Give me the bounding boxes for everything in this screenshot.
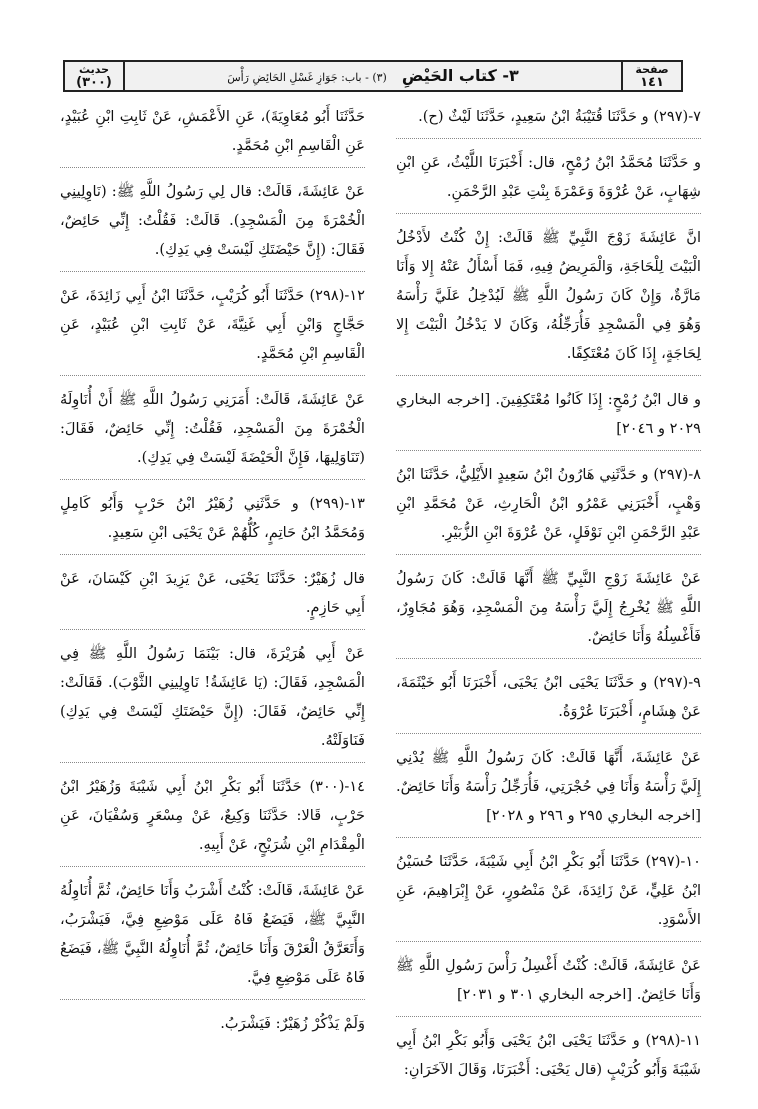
paragraph: ١٤-(٣٠٠) حَدَّثَنَا أَبُو بَكْرِ ابْنُ أَبِي شَيْبَةَ وَزُهَيْرُ ابْنُ حَرْبٍ، قَالا: حَدَّثَنَا وَكِيعٌ، عَنْ مِسْعَرٍ وَسُفْيَانَ، عَنِ الْمِقْدَامِ ابْنِ شُرَيْحٍ، عَنْ أَبِيهِ. (60, 772, 365, 867)
paragraph: قال زُهَيْرٌ: حَدَّثَنَا يَحْيَى، عَنْ يَزِيدَ ابْنِ كَيْسَانَ، عَنْ أَبِي حَازِمٍ. (60, 564, 365, 630)
paragraph: وَلَمْ يَذْكُرْ زُهَيْرٌ: فَيَشْرَبُ. (220, 1015, 365, 1032)
paragraph: عَنْ أَبِي هُرَيْرَةَ، قال: بَيْنَمَا رَسُولُ اللَّهِ ﷺ فِي الْمَسْجِدِ، فَقَالَ: (يَا عَائِشَةُ! نَاوِلِينِي الثَّوْبَ). فَقَالَتْ: إِنِّي حَائِضٌ، فَقَالَ: (إِنَّ حَيْضَتَكِ لَيْسَتْ فِي يَدِكِ) فَنَاوَلَتْهُ. (60, 639, 365, 763)
paragraph: عَنْ عَائِشَةَ، قَالَتْ: قال لِي رَسُولُ اللَّهِ ﷺ: (نَاوِلِينِي الْخُمْرَةَ مِنَ الْمَسْجِدِ). قَالَتْ: فَقُلْتُ: إِنِّي حَائِضٌ، فَقَالَ: (إِنَّ حَيْضَتَكِ لَيْسَتْ فِي يَدِكِ). (60, 177, 365, 272)
paragraph: عَنْ عَائِشَةَ، قَالَتْ: أَمَرَنِي رَسُولُ اللَّهِ ﷺ أَنْ أُنَاوِلَهُ الْخُمْرَةَ مِنَ الْمَسْجِدِ، فَقُلْتُ: إِنِّي حَائِضٌ، فَقَالَ: (تَنَاوَلِيهَا، فَإِنَّ الْحَيْضَةَ لَيْسَتْ فِي يَدِكِ). (60, 385, 365, 480)
paragraph: ١٠-(٢٩٧) حَدَّثَنَا أَبُو بَكْرِ ابْنُ أَبِي شَيْبَةَ، حَدَّثَنَا حُسَيْنُ ابْنُ عَلِيٍّ، عَنْ زَائِدَةَ، عَنْ مَنْصُورٍ، عَنْ إِبْرَاهِيمَ، عَنِ الأَسْوَدِ. (396, 847, 701, 942)
running-title (125, 62, 621, 90)
paragraph: ٧-(٢٩٧) و حَدَّثَنَا قُتَيْبَةُ ابْنُ سَعِيدٍ، حَدَّثَنَا لَيْثٌ (ح). (396, 102, 701, 139)
hadith-number-box (65, 62, 125, 90)
page-label: صفحة (635, 63, 669, 76)
page-header (63, 60, 683, 92)
paragraph: و حَدَّثَنَا مُحَمَّدُ ابْنُ رُمْحٍ، قال: أَخْبَرَنَا اللَّيْثُ، عَنِ ابْنِ شِهَابٍ، عَنْ عُرْوَةَ وَعَمْرَةَ بِنْتِ عَبْدِ الرَّحْمَنِ. (396, 148, 701, 214)
paragraph: و قال ابْنُ رُمْحٍ: إِذَا كَانُوا مُعْتَكِفِينَ. [اخرجه البخاري ٢٠٢٩ و ٢٠٤٦] (396, 385, 701, 451)
paragraph: عَنْ عَائِشَةَ زَوْجِ النَّبِيِّ ﷺ أَنَّهَا قَالَتْ: كَانَ رَسُولُ اللَّهِ ﷺ يُخْرِجُ إِلَيَّ رَأْسَهُ مِنَ الْمَسْجِدِ، وَهُوَ مُجَاوِرٌ، فَأَغْسِلُهُ وَأَنَا حَائِضٌ. (396, 564, 701, 659)
chapter-title: (٣) - باب: جَوَازِ غَسْلِ الحَائِضِ رَأْسَ (227, 71, 387, 84)
paragraph: ١٣-(٢٩٩) و حَدَّثَنِي زُهَيْرُ ابْنُ حَرْبٍ وَأَبُو كَامِلٍ وَمُحَمَّدُ ابْنُ حَاتِمٍ، كُلُّهُمْ عَنْ يَحْيَى ابْنِ سَعِيدٍ. (60, 489, 365, 555)
paragraph: ١٢-(٢٩٨) حَدَّثَنَا أَبُو كُرَيْبٍ، حَدَّثَنَا ابْنُ أَبِي زَائِدَةَ، عَنْ حَجَّاجٍ وَابْنِ أَبِي غَنِيَّةَ، عَنْ ثَابِتِ ابْنِ عُبَيْدٍ، عَنِ الْقَاسِمِ ابْنِ مُحَمَّدٍ. (60, 281, 365, 376)
book-title: ٣- كتاب الحَيْضِ (401, 66, 519, 85)
paragraph: ٩-(٢٩٧) و حَدَّثَنَا يَحْيَى ابْنُ يَحْيَى، أَخْبَرَنَا أَبُو خَيْثَمَةَ، عَنْ هِشَامٍ، أَخْبَرَنَا عُرْوَةُ. (396, 668, 701, 734)
right-column (396, 102, 701, 1100)
paragraph: عَنْ عَائِشَةَ، قَالَتْ: كُنْتُ أَغْسِلُ رَأْسَ رَسُولِ اللَّهِ ﷺ وَأَنَا حَائِضٌ. [اخرجه البخاري ٣٠١ و ٢٠٣١] (396, 951, 701, 1017)
left-column (60, 102, 365, 1054)
hadith-label: حديث (78, 63, 110, 76)
page-number-box (621, 62, 681, 90)
paragraph: عَنْ عَائِشَةَ، قَالَتْ: كُنْتُ أَشْرَبُ وَأَنَا حَائِضٌ، ثُمَّ أُنَاوِلُهُ النَّبِيَّ ﷺ، فَيَضَعُ فَاهُ عَلَى مَوْضِعِ فِيَّ، فَيَشْرَبُ، وَأَتَعَرَّقُ الْعَرْقَ وَأَنَا حَائِضٌ، ثُمَّ أُنَاوِلُهُ النَّبِيَّ ﷺ، فَيَضَعُ فَاهُ عَلَى مَوْضِعِ فِيَّ. (60, 876, 365, 1000)
page-number: ١٤١ (640, 75, 664, 90)
paragraph: انَّ عَائِشَةَ زَوْجَ النَّبِيِّ ﷺ قَالَتْ: إِنْ كُنْتُ لأَدْخُلُ الْبَيْتَ لِلْحَاجَةِ، وَالْمَرِيضُ فِيهِ، فَمَا أَسْأَلُ عَنْهُ إِلا وَأَنَا مَارَّةٌ، وَإِنْ كَانَ رَسُولُ اللَّهِ ﷺ لَيُدْخِلُ عَلَيَّ رَأْسَهُ وَهُوَ فِي الْمَسْجِدِ فَأُرَجِّلُهُ، وَكَانَ لا يَدْخُلُ الْبَيْتَ إِلا لِحَاجَةٍ، إِذَا كَانَ مُعْتَكِفًا. (396, 223, 701, 376)
paragraph: عَنْ عَائِشَةَ، أَنَّهَا قَالَتْ: كَانَ رَسُولُ اللَّهِ ﷺ يُدْنِي إِلَيَّ رَأْسَهُ وَأَنَا فِي حُجْرَتِي، فَأُرَجِّلُ رَأْسَهُ وَأَنَا حَائِضٌ. [اخرجه البخاري ٢٩٥ و ٢٩٦ و ٢٠٢٨] (396, 743, 701, 838)
hadith-number: (٣٠٠) (76, 75, 112, 90)
paragraph: ١١-(٢٩٨) و حَدَّثَنَا يَحْيَى ابْنُ يَحْيَى وَأَبُو بَكْرِ ابْنُ أَبِي شَيْبَةَ وَأَبُو كُرَيْبٍ (قال يَحْيَى: أَخْبَرَنَا، وَقَالَ الآخَرَانِ: (396, 1032, 701, 1078)
paragraph: ٨-(٢٩٧) و حَدَّثَنِي هَارُونُ ابْنُ سَعِيدٍ الأَيْلِيُّ، حَدَّثَنَا ابْنُ وَهْبٍ، أَخْبَرَنِي عَمْرُو ابْنُ الْحَارِثِ، عَنْ مُحَمَّدِ ابْنِ عَبْدِ الرَّحْمَنِ ابْنِ نَوْفَلٍ، عَنْ عُرْوَةَ ابْنِ الزُّبَيْرِ. (396, 460, 701, 555)
paragraph: حَدَّثَنَا أَبُو مُعَاوِيَةَ)، عَنِ الأَعْمَشِ، عَنْ ثَابِتِ ابْنِ عُبَيْدٍ، عَنِ الْقَاسِمِ ابْنِ مُحَمَّدٍ. (60, 102, 365, 168)
